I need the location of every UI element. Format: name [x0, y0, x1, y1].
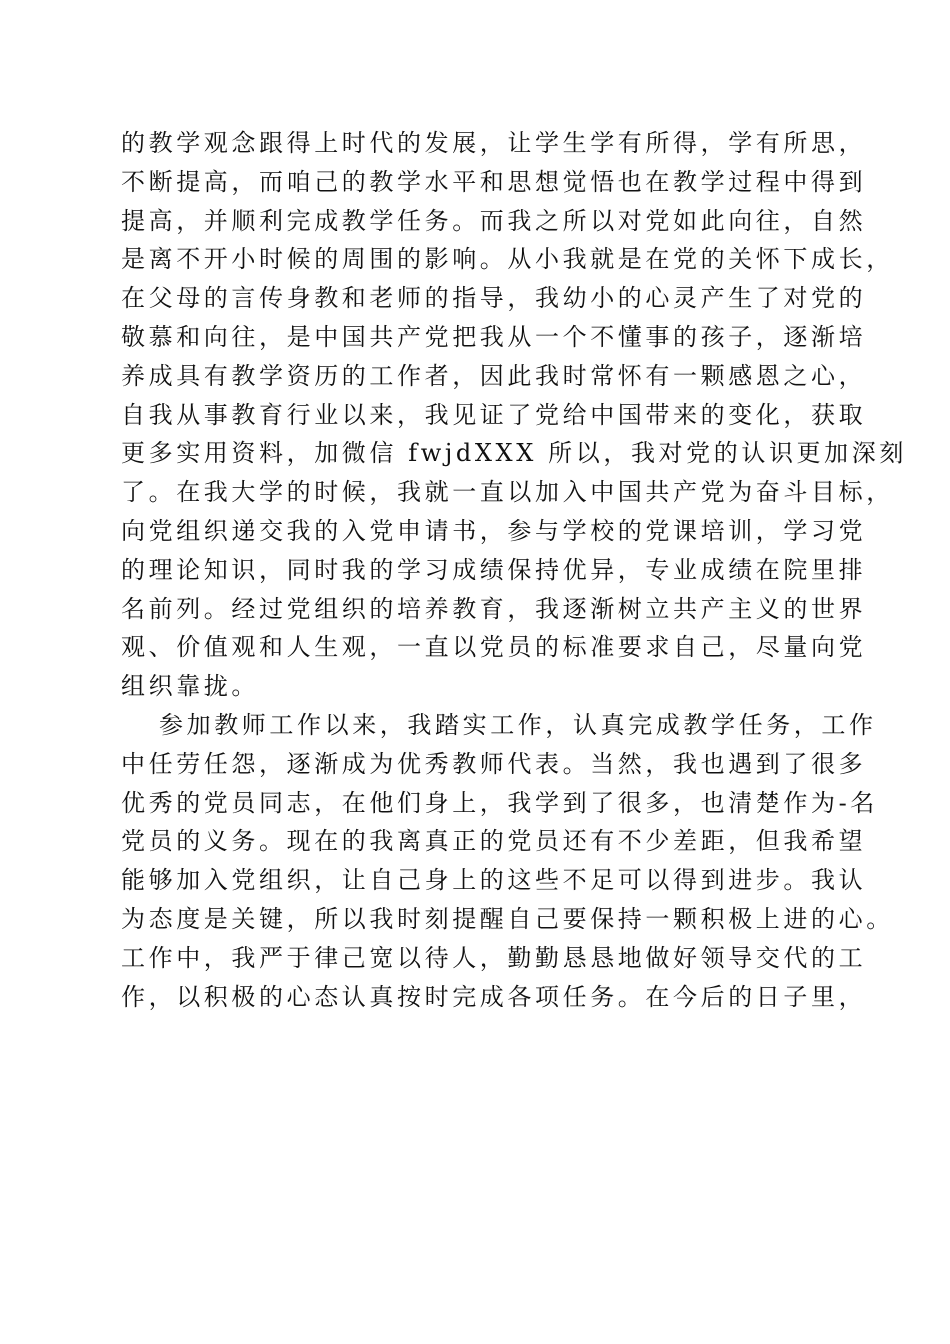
text-line: 自我从事教育行业以来，我见证了党给中国带来的变化，获取	[121, 400, 867, 429]
text-line: 工作中，我严于律己宽以待人，勤勤恳恳地做好领导交代的工	[121, 943, 867, 972]
text-line: 的理论知识，同时我的学习成绩保持优异，专业成绩在院里排	[121, 555, 867, 584]
text-line: 了。在我大学的时候，我就一直以加入中国共产党为奋斗目标，	[121, 478, 894, 507]
paragraph-1	[121, 124, 907, 706]
text-line: 名前列。经过党组织的培养教育，我逐渐树立共产主义的世界	[121, 594, 867, 623]
text-line: 观、价值观和人生观，一直以党员的标准要求自己，尽量向党	[121, 633, 867, 662]
text-line: 不断提高，而咱己的教学水平和思想觉悟也在教学过程中得到	[121, 167, 867, 196]
text-line: 在父母的言传身教和老师的指导，我幼小的心灵产生了对党的	[121, 284, 867, 313]
text-line: 是离不开小时候的周围的影响。从小我就是在党的关怀下成长，	[121, 245, 894, 274]
document-body	[121, 124, 907, 1016]
text-line: 向党组织递交我的入党申请书，参与学校的党课培训，学习党	[121, 516, 867, 545]
text-line: 参加教师工作以来，我踏实工作，认真完成教学任务，工作	[159, 710, 877, 739]
text-line: 提高，并顺利完成教学任务。而我之所以对党如此向往，自然	[121, 206, 867, 235]
text-line: 能够加入党组织，让自己身上的这些不足可以得到进步。我认	[121, 866, 867, 895]
text-line: 作，以积极的心态认真按时完成各项任务。在今后的日子里，	[121, 982, 867, 1011]
text-line: 优秀的党员同志，在他们身上，我学到了很多，也清楚作为-名	[121, 788, 878, 817]
text-line: 为态度是关键，所以我时刻提醒自己要保持一颗积极上进的心。	[121, 904, 894, 933]
text-line: 敬慕和向往，是中国共产党把我从一个不懂事的孩子，逐渐培	[121, 322, 867, 351]
text-line: 的教学观念跟得上时代的发展，让学生学有所得，学有所思，	[121, 129, 867, 157]
text-line: 养成具有教学资历的工作者，因此我时常怀有一颗感恩之心，	[121, 361, 867, 390]
text-line: 中任劳任怨，逐渐成为优秀教师代表。当然，我也遇到了很多	[121, 749, 867, 778]
text-line: 党员的义务。现在的我离真正的党员还有不少差距，但我希望	[121, 827, 867, 856]
text-line: 更多实用资料，加微信 fwjdXXX 所以，我对党的认识更加深刻	[121, 439, 907, 468]
text-line: 组织靠拢。	[121, 672, 259, 701]
paragraph-2	[121, 706, 894, 1016]
